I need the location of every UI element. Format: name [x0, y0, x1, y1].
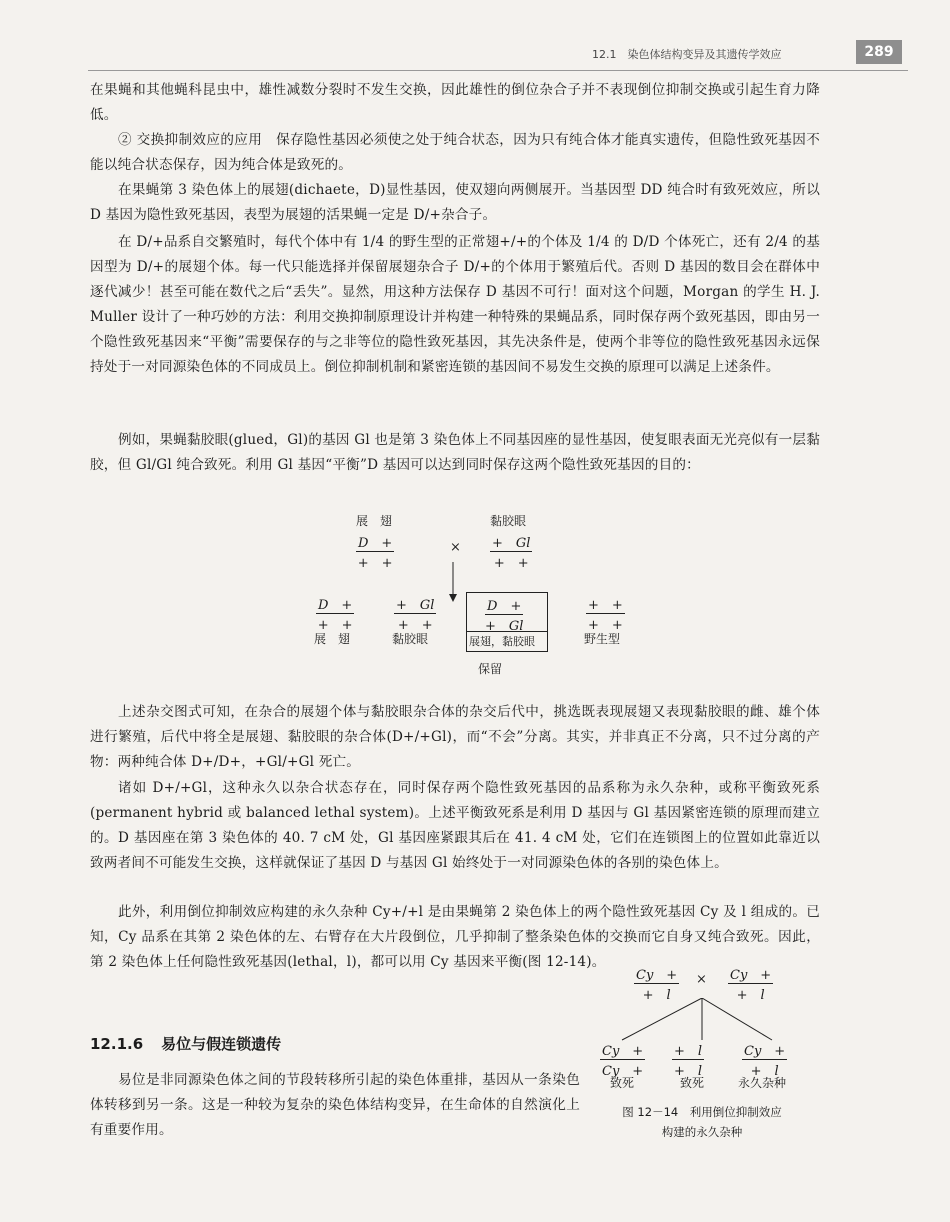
section-number: 12.1.6 [90, 1035, 144, 1053]
paragraph-4: 在 D/+品系自交繁殖时，每代个体中有 1/4 的野生型的正常翅+/+的个体及 1/4 的 D/D 个体死亡，还有 2/4 的基因型为 D/+的展翅个体。每一代只能选择并保留展翅杂合子 D/+的个体用于繁殖后代。否则 D 基因的数目会在群体中逐代减少！甚至可能在数代之后“丢失”。显然，用这种方法保存 D 基因不可行！面对这个问题，Morgan 的学生 H. J. Muller 设计了一种巧妙的方法：利用交换抑制原理设计并构建一种特殊的果蝇品系，同时保存两个致死基因，即由另一个隐性致死基因来“平衡”需要保存的与之非等位的隐性致死基因，其先决条件是，使两个非等位的隐性致死基因永远保持处于一对同源染色体的不同成员上。倒位抑制机制和紧密连锁的基因间不易发生交换的原理可以满足上述条件。 [90, 234, 820, 375]
fig-offspring-3: $\frac{Cy +}{+ l}$ [742, 1040, 787, 1079]
cross-symbol: × [450, 540, 461, 555]
section-title: 易位与假连锁遗传 [161, 1035, 282, 1053]
paragraph-6: 上述杂交图式可知，在杂合的展翅个体与黏胶眼杂合体的杂交后代中，挑选既表现展翅又表现黏胶眼的雌、雄个体进行繁殖，后代中将全是展翅、黏胶眼的杂合体(D+/+Gl)，而“不会”分离。其实，并非真正不分离，只不过分离的产物：两种纯合体 D+/D+，+Gl/+Gl 死亡。 [90, 704, 820, 770]
fig-parent2: $\frac{Cy +}{+ l}$ [728, 964, 773, 1003]
paragraph-5: 例如，果蝇黏胶眼(glued，Gl)的基因 Gl 也是第 3 染色体上不同基因座的显性基因，使复眼表面无光亮似有一层黏胶，但 Gl/Gl 纯合致死。利用 Gl 基因“平衡”D 基因可以达到同时保存这两个隐性致死基因的目的： [90, 432, 820, 473]
fig-offspring-3-label: 永久杂种 [738, 1076, 787, 1090]
paragraph-9: 易位是非同源染色体之间的节段转移所引起的染色体重排，基因从一条染色体转移到另一条。这是一种较为复杂的染色体结构变异，在生命体的自然演化上有重要作用。 [90, 1072, 580, 1138]
fig-offspring-1-label: 致死 [610, 1076, 635, 1090]
section-heading [90, 1033, 299, 1054]
paragraph-1: 在果蝇和其他蝇科昆虫中，雄性减数分裂时不发生交换，因此雄性的倒位杂合子并不表现倒位抑制交换或引起生育力降低。 [90, 82, 820, 123]
offspring-1: D + + + [316, 594, 354, 633]
parent2-genotype: + Gl + + [490, 532, 532, 571]
figure-caption: 图 12－14 利用倒位抑制效应 构建的永久杂种 [622, 1105, 782, 1139]
fig-parent1: $\frac{Cy +}{+ l}$ [634, 964, 679, 1003]
down-arrow-icon [448, 562, 458, 602]
paragraph-2: ② 交换抑制效应的应用 保存隐性基因必须使之处于纯合状态，因为只有纯合体才能真实遗传，但隐性致死基因不能以纯合状态保存，因为纯合体是致死的。 [90, 132, 820, 173]
parent2-label: 黏胶眼 [490, 514, 527, 528]
fig-offspring-2: $\frac{+ l}{+ l}$ [672, 1040, 704, 1079]
paragraph-8: 此外，利用倒位抑制效应构建的永久杂种 Cy+/+l 是由果蝇第 2 染色体上的两个隐性致死基因 Cy 及 l 组成的。已知，Cy 品系在其第 2 染色体的左、右臂存在大片段倒位，几乎抑制了整条染色体的交换而它自身又纯合致死。因此，第 2 染色体上任何隐性致死基因(lethal，l)，都可以用 Cy 基因来平衡(图 12-14)。 [90, 904, 820, 970]
parent1-label: 展 翅 [356, 514, 393, 528]
fig-offspring-2-label: 致死 [680, 1076, 705, 1090]
paragraph-3: 在果蝇第 3 染色体上的展翅(dichaete，D)显性基因，使双翅向两侧展开。当基因型 DD 纯合时有致死效应，所以 D 基因为隐性致死基因，表型为展翅的活果蝇一定是 D/+杂合子。 [90, 182, 820, 223]
offspring-4: + + + + [586, 594, 625, 633]
fig-offspring-1: $\frac{Cy +}{Cy +}$ [600, 1040, 645, 1079]
kept-offspring-box [466, 592, 548, 652]
keep-label: 保留 [478, 662, 503, 676]
paragraph-7: 诸如 D+/+Gl，这种永久以杂合状态存在，同时保存两个隐性致死基因的品系称为永久杂种，或称平衡致死系(permanent hybrid 或 balanced lethal system)。上述平衡致死系是利用 D 基因与 Gl 基因紧密连锁的原理而建立的。D 基因座在第 3 染色体的 40. 7 cM 处，Gl 基因座紧跟其后在 41. 4 cM 处，它们在连锁图上的位置如此靠近以致两者间不可能发生交换，这样就保证了基因 D 与基因 Gl 始终处于一对同源染色体的各别的染色体上。 [90, 780, 820, 871]
fig-cross-symbol: × [696, 972, 707, 987]
offspring-3: $\frac{D +}{+ Gl}$ [485, 595, 523, 634]
offspring-4-label: 野生型 [584, 632, 621, 646]
page-header [0, 40, 950, 70]
page-number: 289 [856, 40, 902, 64]
offspring-2: + Gl + + [394, 594, 436, 633]
figure-12-14 [592, 962, 812, 1182]
cross-diagram [300, 512, 700, 682]
offspring-3-label: 展翅，黏胶眼 [469, 635, 535, 648]
parent1-genotype: D + + + [356, 532, 394, 571]
running-head: 12.1 染色体结构变异及其遗传学效应 [592, 48, 782, 61]
offspring-2-label: 黏胶眼 [392, 632, 429, 646]
header-rule [88, 70, 908, 71]
offspring-1-label: 展 翅 [314, 632, 351, 646]
